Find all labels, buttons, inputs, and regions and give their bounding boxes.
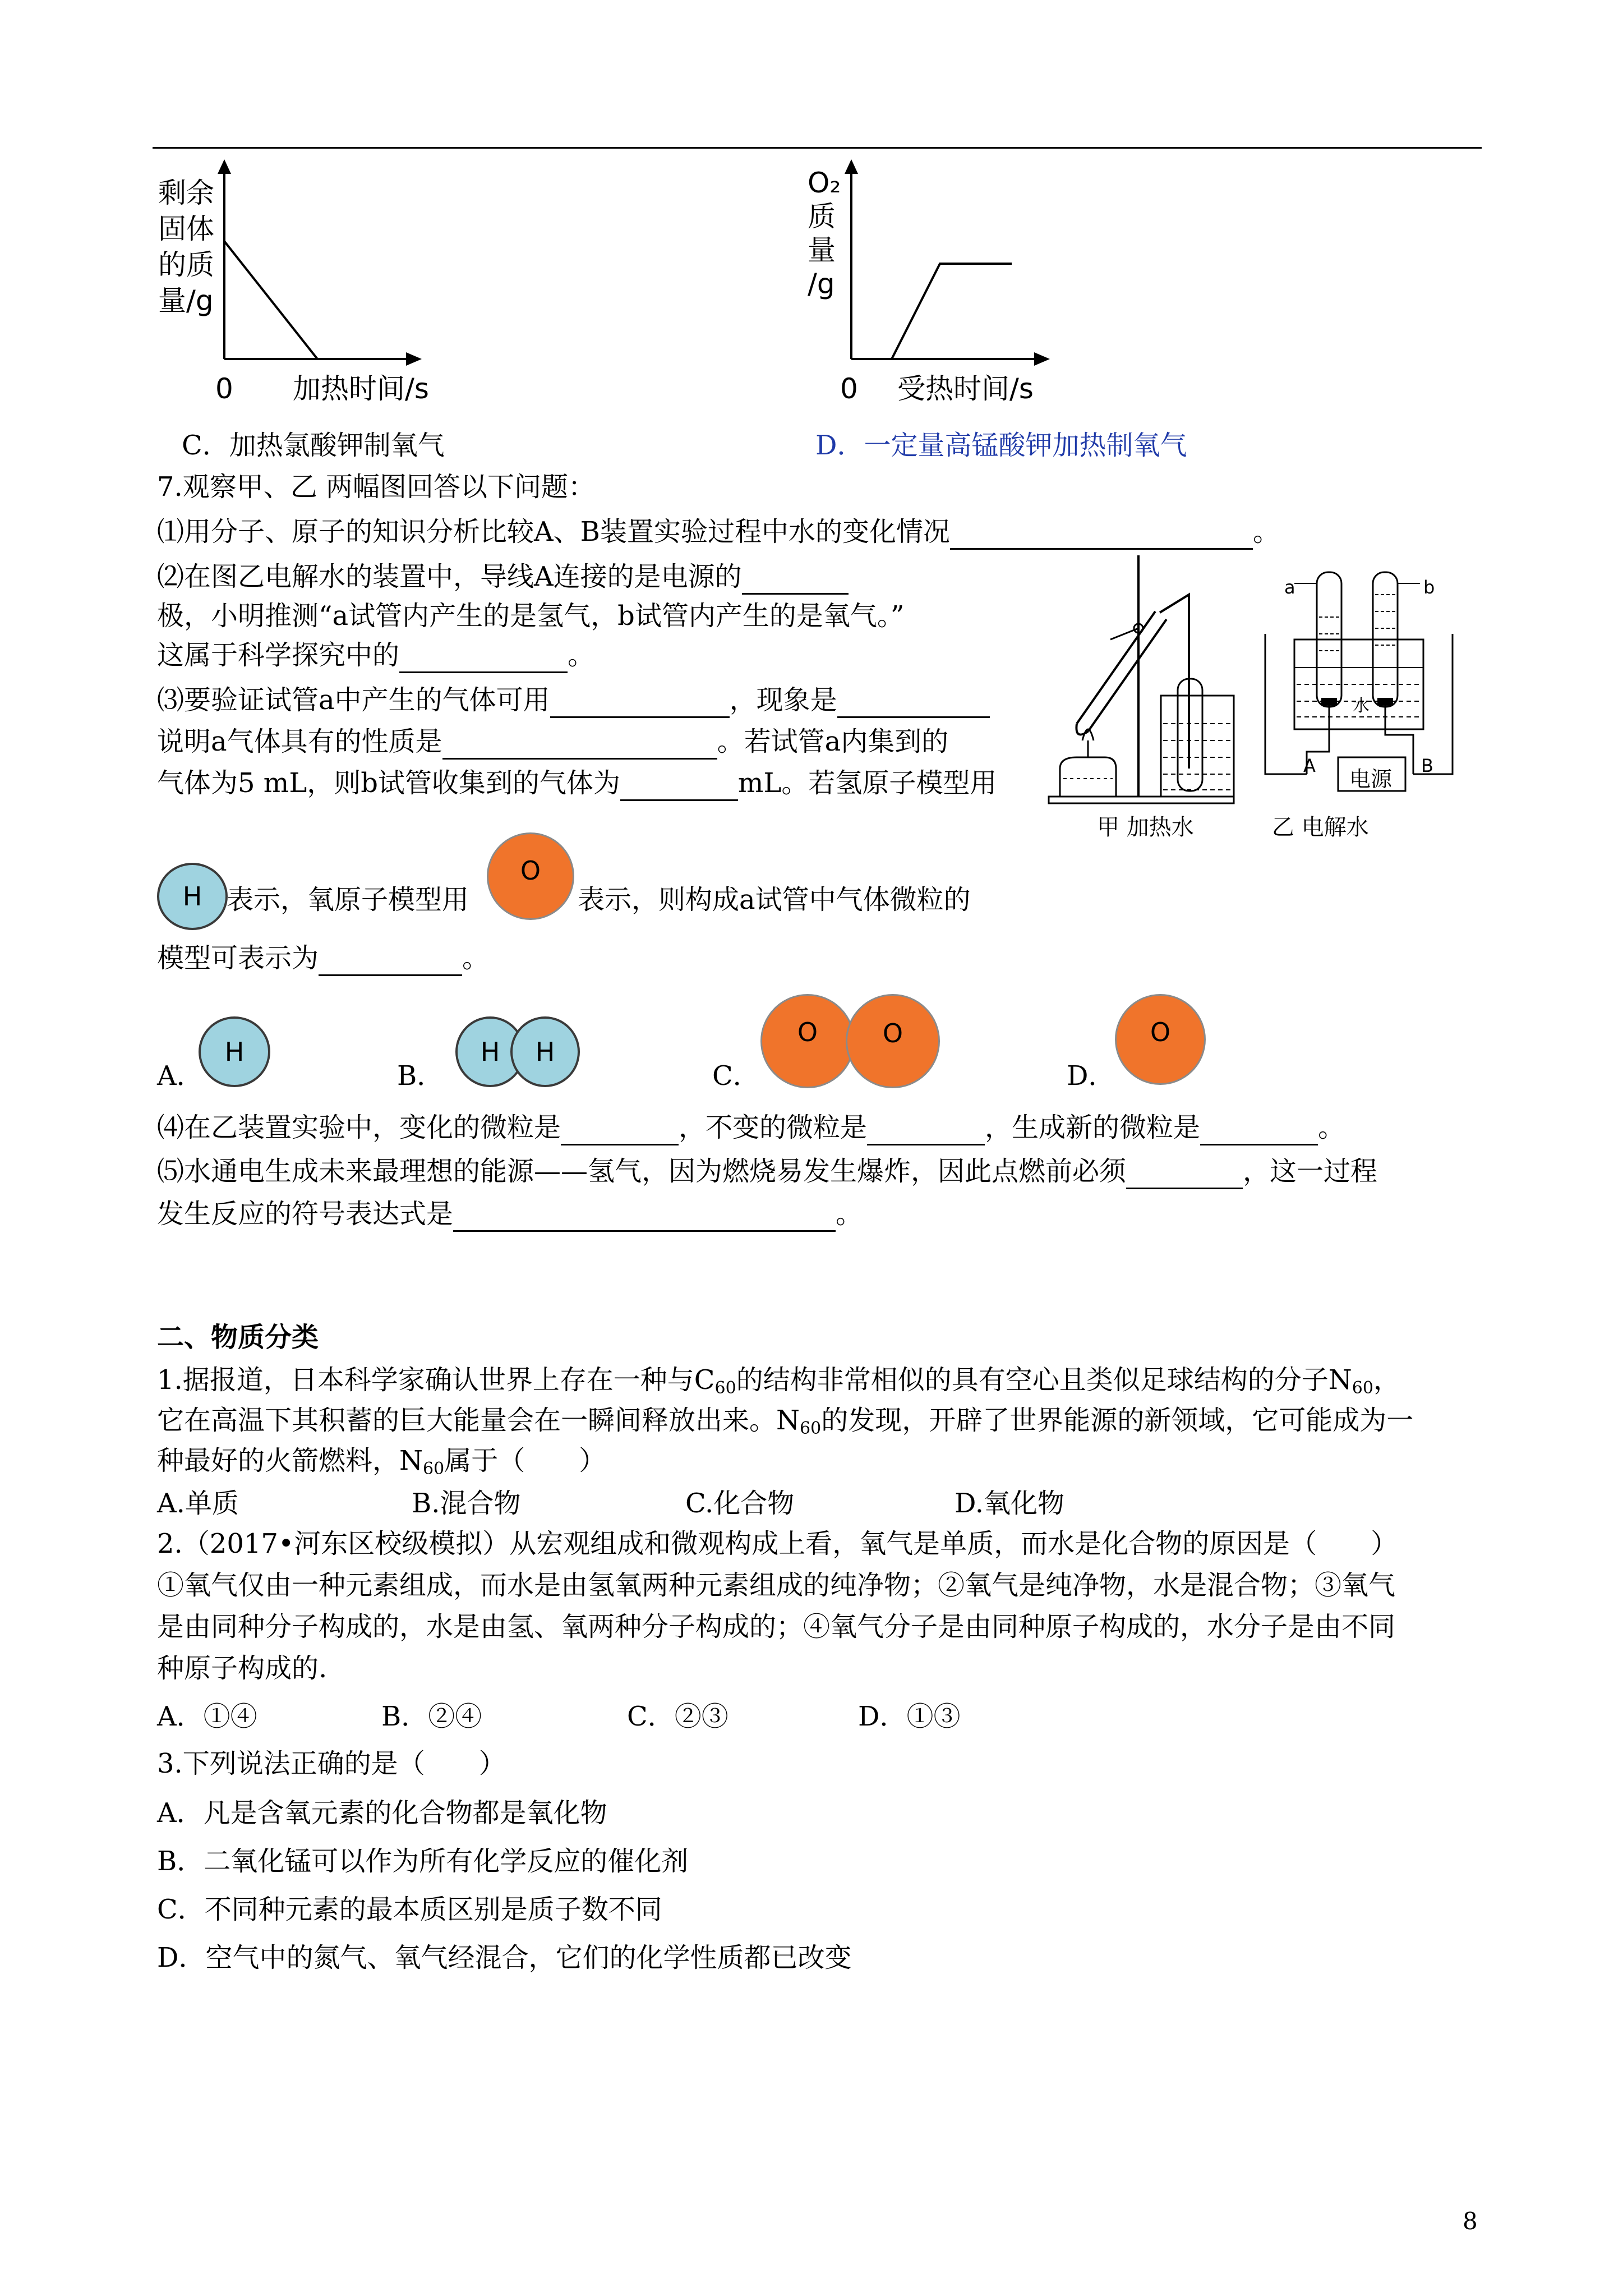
- graph-d-x-label: 受热时间/s: [897, 372, 1034, 405]
- s2-q2-option-d: D．①③: [858, 1701, 961, 1732]
- s2-q2-option-a: A．①④: [157, 1701, 257, 1732]
- graph-d-origin: 0: [840, 372, 858, 405]
- s2-q1-option-c: C.化合物: [685, 1488, 795, 1519]
- graph-c-x-label: 加热时间/s: [293, 372, 429, 405]
- q7-blank-6[interactable]: [442, 729, 717, 760]
- q7-part3-line2: 说明a气体具有的性质是 。若试管a内集到的: [157, 724, 948, 760]
- graph-c-caption: C．加热氯酸钾制氧气: [182, 430, 445, 461]
- graph-d-line: [892, 264, 1012, 359]
- q7-part4: ⑷在乙装置实验中，变化的微粒是 ，不变的微粒是 ，生成新的微粒是 。: [157, 1110, 1345, 1145]
- apparatus-jia-label: 甲 加热水: [1097, 815, 1194, 840]
- q7-blank-7[interactable]: [620, 770, 738, 801]
- q7-option-c-o-atom-1: O: [760, 994, 855, 1088]
- section2-heading: 二、物质分类: [157, 1322, 319, 1353]
- q7-option-c-o-atom-2: O: [846, 994, 940, 1088]
- q7-part3-line4-end: 表示，则构成a试管中气体微粒的: [578, 884, 971, 915]
- heating-water-apparatus: [1043, 550, 1251, 813]
- q7-blank-3[interactable]: [399, 642, 568, 673]
- q7-option-b-h-atom-1: H: [455, 1016, 525, 1087]
- wire-b-label: B: [1421, 755, 1433, 776]
- q7-blank-9[interactable]: [561, 1115, 679, 1145]
- graph-c-origin: 0: [215, 372, 233, 405]
- q7-blank-10[interactable]: [867, 1115, 985, 1145]
- s2-q3-option-a: A．凡是含氧元素的化合物都是氧化物: [157, 1797, 607, 1829]
- q7-part3-line3: 气体为5 mL，则b试管收集到的气体为 mL。若氢原子模型用: [157, 765, 997, 801]
- tube-a-label: a: [1284, 577, 1295, 598]
- oxygen-atom-model: O: [487, 832, 574, 920]
- q7-part3-line4-mid: 表示，氧原子模型用: [227, 884, 469, 915]
- graph-d-y-label: O₂ 质 量 /g: [808, 167, 841, 300]
- s2-q3-option-d: D．空气中的氮气、氧气经混合，它们的化学性质都已改变: [157, 1942, 852, 1973]
- q7-blank-11[interactable]: [1200, 1115, 1318, 1145]
- q7-blank-2[interactable]: [742, 564, 849, 595]
- s2-q2-option-c: C．②③: [627, 1701, 728, 1732]
- graph-c-line: [224, 241, 317, 359]
- q7-part1: ⑴用分子、原子的知识分析比较A、B装置实验过程中水的变化情况 。: [157, 514, 1280, 550]
- s2-q2-line1: 2.（2017•河东区校级模拟）从宏观组成和微观构成上看，氧气是单质，而水是化合物的原因是（ ）: [157, 1528, 1398, 1559]
- q7-part2-line3: 这属于科学探究中的 。: [157, 637, 594, 673]
- q7-option-b-h-atom-2: H: [510, 1016, 580, 1087]
- s2-q1-line3: 种最好的火箭燃料，$N_{60}$属于（ ）: [157, 1445, 606, 1479]
- s2-q2-line2: ①氧气仅由一种元素组成，而水是由氢氧两种元素组成的纯净物；②氧气是纯净物，水是混合物；③氧气: [157, 1570, 1396, 1601]
- hydrogen-atom-model: H: [157, 863, 228, 930]
- s2-q1-option-d: D.氧化物: [955, 1488, 1065, 1519]
- s2-q1-line2: 它在高温下其积蓄的巨大能量会在一瞬间释放出来。$N_{60}$的发现，开辟了世界能源的新领域，它可能成为一: [157, 1405, 1414, 1438]
- graph-c-axes: [213, 157, 426, 370]
- q7-part2-line2: 极，小明推测“a试管内产生的是氢气，b试管内产生的是氧气。”: [157, 600, 905, 632]
- q7-option-d-o-atom: O: [1115, 994, 1206, 1085]
- page-number: 8: [1463, 2207, 1478, 2235]
- graph-d-caption: D．一定量高锰酸钾加热制氧气: [815, 430, 1187, 461]
- power-supply-label: 电源: [1349, 767, 1393, 792]
- q7-option-a-label: A．: [157, 1060, 204, 1092]
- s2-q2-line4: 种原子构成的.: [157, 1653, 328, 1684]
- graph-c-y-label: 剩余 固体 的质 量/g: [158, 177, 214, 317]
- s2-q3-option-b: B．二氧化锰可以作为所有化学反应的催化剂: [157, 1846, 689, 1877]
- q7-part2-line1: ⑵在图乙电解水的装置中，导线A连接的是电源的: [157, 559, 849, 595]
- s2-q2-option-b: B．②④: [381, 1701, 482, 1732]
- q7-part3-line5: 模型可表示为 。: [157, 940, 489, 976]
- q7-blank-8[interactable]: [319, 945, 462, 976]
- q7-blank-1[interactable]: [950, 519, 1253, 550]
- q7-option-b-label: B．: [397, 1060, 444, 1092]
- q7-part5-line2: 发生反应的符号表达式是 。: [157, 1196, 863, 1232]
- s2-q1-line1: 1.据报道，日本科学家确认世界上存在一种与$C_{60}$的结构非常相似的具有空心且类似足球结构的分子$N_{60}$，: [157, 1364, 1400, 1398]
- water-label: 水: [1353, 696, 1370, 716]
- s2-q2-line3: 是由同种分子构成的，水是由氢、氧两种分子构成的；④氧气分子是由同种原子构成的，水分子是由不同: [157, 1611, 1396, 1642]
- s2-q3-line1: 3.下列说法正确的是（ ）: [157, 1748, 506, 1779]
- header-rule: [153, 147, 1482, 149]
- wire-a-label: A: [1303, 755, 1316, 776]
- graph-d-axes: [840, 157, 1059, 370]
- q7-part5-line1: ⑸水通电生成未来最理想的能源——氢气，因为燃烧易发生爆炸，因此点燃前必须 ，这一过程: [157, 1153, 1377, 1189]
- q7-option-c-label: C．: [712, 1060, 760, 1092]
- s2-q1-option-b: B.混合物: [412, 1488, 521, 1519]
- q7-option-a-h-atom: H: [199, 1016, 270, 1087]
- q7-title: 7.观察甲、乙 两幅图回答以下问题：: [157, 471, 596, 503]
- q7-part3-line1: ⑶要验证试管a中产生的气体可用 ，现象是: [157, 682, 990, 718]
- s2-q3-option-c: C．不同种元素的最本质区别是质子数不同: [157, 1894, 662, 1925]
- tube-b-label: b: [1423, 577, 1435, 598]
- q7-option-d-label: D．: [1067, 1060, 1115, 1092]
- q7-blank-5[interactable]: [837, 687, 990, 718]
- q7-blank-13[interactable]: [453, 1201, 836, 1232]
- q7-blank-4[interactable]: [550, 687, 730, 718]
- apparatus-yi-label: 乙 电解水: [1272, 815, 1369, 840]
- s2-q1-option-a: A.单质: [157, 1488, 239, 1519]
- q7-blank-12[interactable]: [1126, 1158, 1243, 1189]
